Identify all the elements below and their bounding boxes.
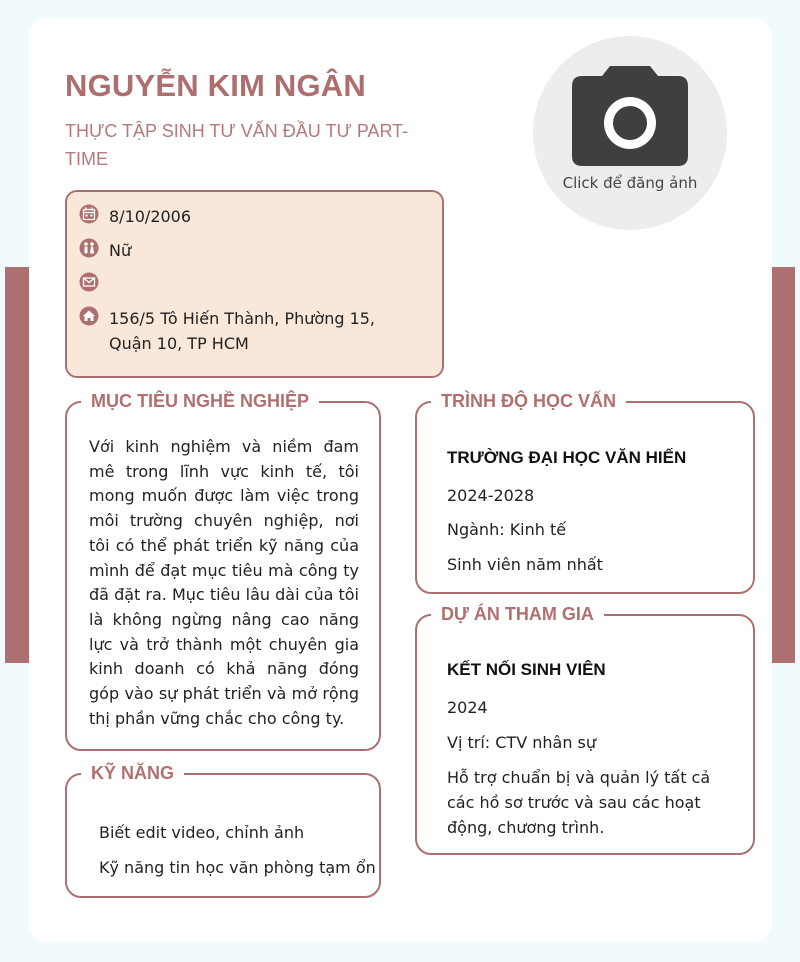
camera-icon	[572, 64, 688, 166]
career-objective-title: MỤC TIÊU NGHỀ NGHIỆP	[81, 389, 319, 413]
birthday-value[interactable]: 8/10/2006	[109, 207, 192, 226]
photo-upload-button[interactable]	[533, 36, 727, 230]
gender-value[interactable]: Nữ	[109, 241, 132, 260]
education-section	[415, 391, 755, 594]
calendar-icon	[79, 204, 99, 224]
school-name[interactable]: TRƯỜNG ĐẠI HỌC VĂN HIẾN	[447, 448, 687, 467]
email-icon	[79, 272, 99, 292]
candidate-name[interactable]: NGUYỄN KIM NGÂN	[65, 68, 366, 103]
study-status[interactable]: Sinh viên năm nhất	[447, 555, 603, 574]
study-years[interactable]: 2024-2028	[447, 486, 535, 505]
skill-item[interactable]: Kỹ năng tin học văn phòng tạm ổn	[99, 858, 376, 877]
birthday-row	[79, 204, 409, 229]
career-objective-text[interactable]: Với kinh nghiệm và niềm đam mê trong lĩnh vực kinh tế, tôi mong muốn được làm việc trong môi trường chuyên nghiệp, nơi tôi có thể phát triển kỹ năng của mình để đạt mục tiêu mà công ty đã đặt ra. Mục tiêu lâu dài của tôi là không ngừng nâng cao năng lực và trở thành một chuyên gia kinh doanh có khả năng đóng góp vào sự phát triển và mở rộng thị phần vững chắc cho công ty.	[89, 437, 359, 728]
projects-title: DỰ ÁN THAM GIA	[431, 602, 604, 626]
skills-title: KỸ NĂNG	[81, 761, 184, 785]
project-year[interactable]: 2024	[447, 698, 488, 717]
career-objective-section	[65, 391, 381, 751]
projects-section	[415, 604, 755, 855]
address-value[interactable]: 156/5 Tô Hiến Thành, Phường 15, Quận 10, TP HCM	[109, 309, 376, 353]
right-side-band	[772, 267, 795, 663]
project-role[interactable]: Vị trí: CTV nhân sự	[447, 733, 597, 752]
major[interactable]: Ngành: Kinh tế	[447, 520, 567, 539]
left-side-band	[5, 267, 29, 663]
email-row	[79, 272, 409, 292]
personal-info-card	[65, 190, 444, 378]
project-name[interactable]: KẾT NỐI SINH VIÊN	[447, 660, 606, 679]
desired-position[interactable]: THỰC TẬP SINH TƯ VẤN ĐẦU TƯ PART-TIME	[65, 121, 409, 169]
photo-upload-label: Click để đăng ảnh	[562, 174, 698, 192]
project-description[interactable]: Hỗ trợ chuẩn bị và quản lý tất cả các hồ sơ trước và sau các hoạt động, chương trình.	[447, 768, 711, 837]
home-icon	[79, 306, 99, 326]
skills-section	[65, 763, 381, 898]
gender-row	[79, 238, 409, 263]
gender-icon	[79, 238, 99, 258]
skill-item[interactable]: Biết edit video, chỉnh ảnh	[99, 823, 305, 842]
education-title: TRÌNH ĐỘ HỌC VẤN	[431, 389, 626, 413]
address-row	[79, 306, 409, 356]
